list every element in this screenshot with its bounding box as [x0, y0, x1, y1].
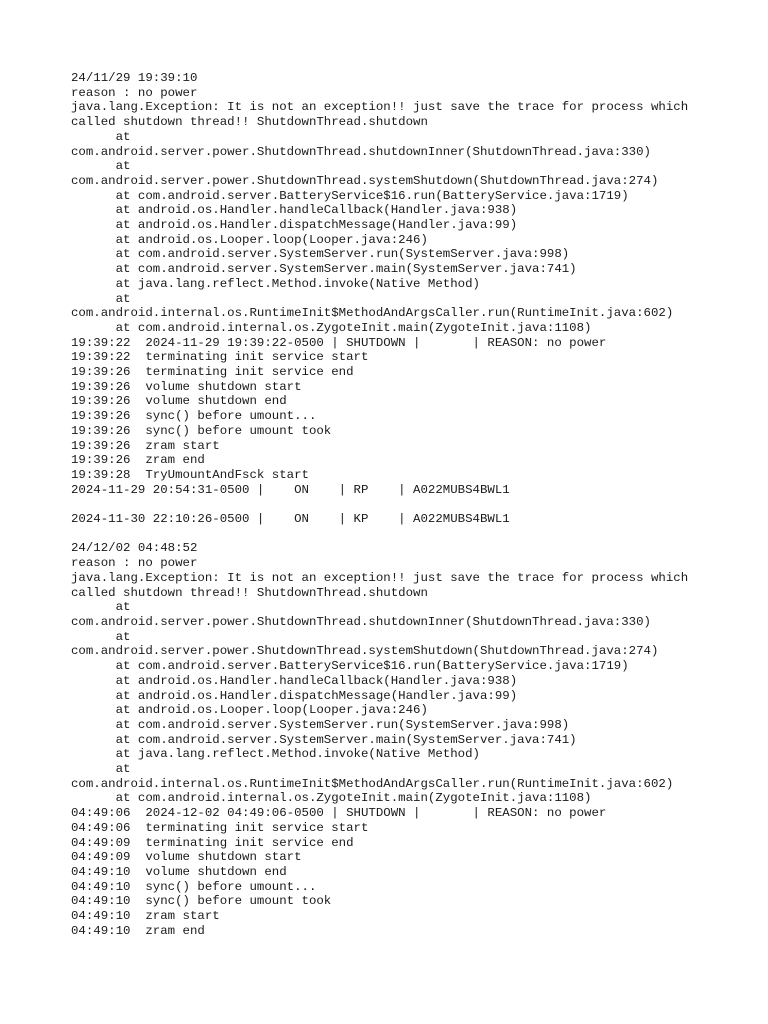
- log-line: 19:39:26 zram end: [71, 453, 205, 468]
- log-line: com.android.server.power.ShutdownThread.systemShutdown(ShutdownThread.java:274): [71, 644, 659, 659]
- log-line: at com.android.server.SystemServer.run(SystemServer.java:998): [71, 247, 570, 262]
- log-line: at: [71, 129, 131, 144]
- log-line: 24/11/29 19:39:10: [71, 71, 198, 85]
- log-line: 24/12/02 04:48:52: [71, 541, 198, 556]
- log-line: at android.os.Handler.handleCallback(Handler.java:938): [71, 673, 518, 688]
- log-line: at: [71, 762, 131, 777]
- log-line: at: [71, 600, 131, 615]
- log-line: 19:39:26 zram start: [71, 438, 220, 453]
- log-line: 04:49:10 volume shutdown end: [71, 864, 287, 879]
- log-line: at com.android.internal.os.ZygoteInit.main(ZygoteInit.java:1108): [71, 320, 592, 335]
- log-line: reason : no power: [71, 556, 198, 571]
- log-line: com.android.server.power.ShutdownThread.systemShutdown(ShutdownThread.java:274): [71, 173, 659, 188]
- log-line: 19:39:22 2024-11-29 19:39:22-0500 | SHUTDOWN | | REASON: no power: [71, 335, 607, 350]
- log-line: com.android.server.power.ShutdownThread.shutdownInner(ShutdownThread.java:330): [71, 144, 651, 159]
- log-line: at android.os.Looper.loop(Looper.java:246): [71, 703, 428, 718]
- log-line: at com.android.server.SystemServer.main(SystemServer.java:741): [71, 732, 577, 747]
- log-line: 19:39:26 volume shutdown start: [71, 379, 302, 394]
- log-line: at com.android.server.SystemServer.main(SystemServer.java:741): [71, 262, 577, 277]
- log-line: at java.lang.reflect.Method.invoke(Native Method): [71, 276, 480, 291]
- log-line: 19:39:26 sync() before umount took: [71, 423, 332, 438]
- log-line: 19:39:26 sync() before umount...: [71, 409, 317, 424]
- shutdown-log-text: [71, 71, 728, 938]
- log-line: 19:39:26 terminating init service end: [71, 365, 354, 380]
- log-line: called shutdown thread!! ShutdownThread.shutdown: [71, 115, 428, 130]
- log-line: at android.os.Handler.handleCallback(Handler.java:938): [71, 203, 518, 218]
- log-line: at com.android.internal.os.ZygoteInit.main(ZygoteInit.java:1108): [71, 791, 592, 806]
- log-line: com.android.internal.os.RuntimeInit$MethodAndArgsCaller.run(RuntimeInit.java:602): [71, 776, 674, 791]
- log-line: at com.android.server.SystemServer.run(SystemServer.java:998): [71, 717, 570, 732]
- log-line: com.android.internal.os.RuntimeInit$MethodAndArgsCaller.run(RuntimeInit.java:602): [71, 306, 674, 321]
- log-line: 04:49:10 sync() before umount...: [71, 879, 317, 894]
- log-line: called shutdown thread!! ShutdownThread.shutdown: [71, 585, 428, 600]
- log-line: 19:39:22 terminating init service start: [71, 350, 369, 365]
- log-line: at: [71, 291, 131, 306]
- log-line: at android.os.Looper.loop(Looper.java:246): [71, 232, 428, 247]
- log-line: 2024-11-30 22:10:26-0500 | ON | KP | A022MUBS4BWL1: [71, 512, 510, 527]
- log-line: 04:49:06 terminating init service start: [71, 820, 369, 835]
- log-line: 04:49:06 2024-12-02 04:49:06-0500 | SHUTDOWN | | REASON: no power: [71, 806, 607, 821]
- log-line: java.lang.Exception: It is not an exception!! just save the trace for process which: [71, 570, 689, 585]
- log-line: 04:49:09 volume shutdown start: [71, 850, 302, 865]
- log-line: at java.lang.reflect.Method.invoke(Native Method): [71, 747, 480, 762]
- log-line: at: [71, 159, 131, 174]
- log-line: [71, 527, 728, 542]
- log-line: 2024-11-29 20:54:31-0500 | ON | RP | A022MUBS4BWL1: [71, 482, 510, 497]
- log-line: 04:49:09 terminating init service end: [71, 835, 354, 850]
- log-line: 19:39:28 TryUmountAndFsck start: [71, 467, 309, 482]
- log-line: 04:49:10 zram end: [71, 923, 205, 938]
- log-line: at com.android.server.BatteryService$16.run(BatteryService.java:1719): [71, 659, 629, 674]
- log-line: at com.android.server.BatteryService$16.run(BatteryService.java:1719): [71, 188, 629, 203]
- log-line: reason : no power: [71, 85, 198, 100]
- log-line: 04:49:10 sync() before umount took: [71, 894, 332, 909]
- log-line: at android.os.Handler.dispatchMessage(Handler.java:99): [71, 688, 518, 703]
- log-line: at: [71, 629, 131, 644]
- log-line: java.lang.Exception: It is not an exception!! just save the trace for process which: [71, 100, 689, 115]
- log-line: 19:39:26 volume shutdown end: [71, 394, 287, 409]
- log-line: [71, 497, 728, 512]
- log-line: 04:49:10 zram start: [71, 909, 220, 924]
- log-line: at android.os.Handler.dispatchMessage(Handler.java:99): [71, 218, 518, 233]
- log-line: com.android.server.power.ShutdownThread.shutdownInner(ShutdownThread.java:330): [71, 614, 651, 629]
